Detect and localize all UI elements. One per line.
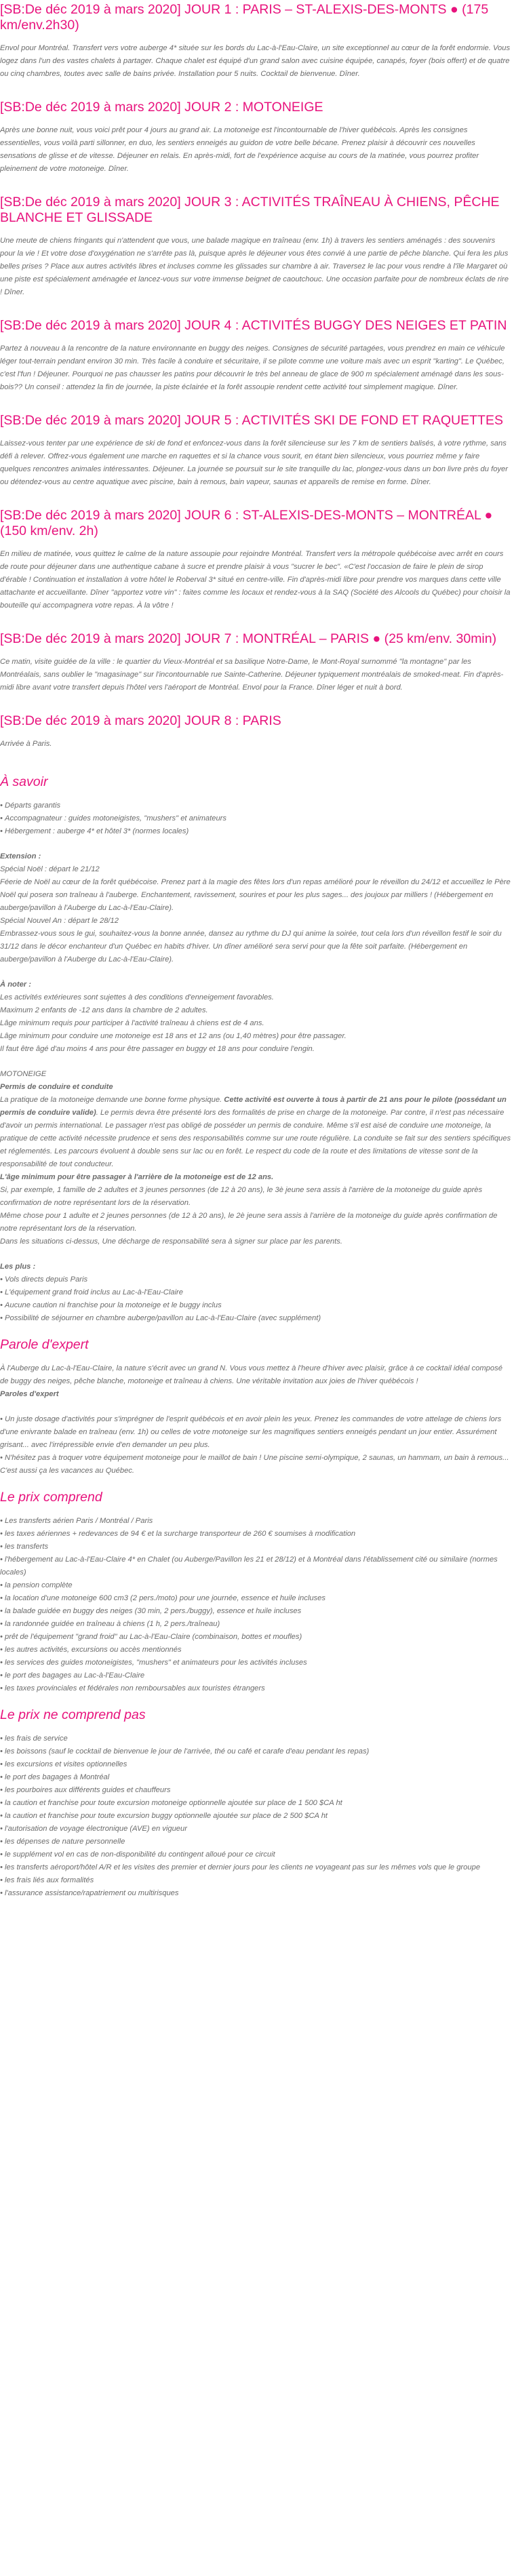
day-section-6: [0, 506, 511, 612]
day-description: Ce matin, visite guidée de la ville : le quartier du Vieux-Montréal et sa basilique Notre-Dame, le Mont-Royal surnommé "la montagne" par les Montréalais, sans oublier le "magasinage" sur l'incontournable rue Sainte-Catherine. Déjeuner typiquement montréalais de smoked-meat. Fin d'après-midi libre avant votre transfert depuis l'hôtel vers l'aéroport de Montréal. Envol pour la France. Dîner léger et nuit à bord.: [0, 658, 504, 692]
note-line: Il faut être âgé d'au moins 4 ans pour être passager en buggy et 18 ans pour conduire l'engin.: [0, 1045, 315, 1053]
day-section-2: [0, 98, 511, 176]
moto-paragraph: [0, 1094, 511, 1171]
note-line: Lâge minimum requis pour participer à l'activité traîneau à chiens est de 4 ans.: [0, 1019, 264, 1027]
moto-line: Même chose pour 1 adulte et 2 jeunes personnes (de 12 à 20 ans), le 2è jeune sera assis à l'arrière de la motoneige du guide après confirmation de notre représentant lors de la réservation.: [0, 1212, 498, 1233]
list-item: • Possibilité de séjourner en chambre auberge/pavillon au Lac-à-l'Eau-Claire (avec supplément): [0, 1312, 511, 1325]
day-title: [SB:De déc 2019 à mars 2020] JOUR 6 : ST-ALEXIS-DES-MONTS – MONTRÉAL ● (150 km/env. 2h): [0, 508, 493, 538]
note-line: Lâge minimum pour conduire une motoneige est 18 ans et 12 ans (ou 1,40 mètres) pour être passager.: [0, 1032, 347, 1040]
list-item: • la location d'une motoneige 600 cm3 (2 pers./moto) pour une journée, essence et huile incluses: [0, 1592, 511, 1605]
list-item: • Départs garantis: [0, 799, 511, 812]
day-title: [SB:De déc 2019 à mars 2020] JOUR 3 : ACTIVITÉS TRAÎNEAU À CHIENS, PÊCHE BLANCHE ET GLISSADE: [0, 195, 500, 225]
list-item: • les taxes aériennes + redevances de 94 € et la surcharge transporteur de 260 € soumises à modification: [0, 1528, 511, 1541]
list-item: • l'assurance assistance/rapatriement ou multirisques: [0, 1887, 511, 1900]
list-item: • le port des bagages à Montréal: [0, 1771, 511, 1784]
list-item: • les services des guides motoneigistes, "mushers" et animateurs pour les activités incluses: [0, 1657, 511, 1669]
list-item: • la balade guidée en buggy des neiges (30 min, 2 pers./buggy), essence et huile incluses: [0, 1605, 511, 1618]
savoir-title: À savoir: [0, 774, 48, 789]
note-line: Les activités extérieures sont sujettes à des conditions d'enneigement favorables.: [0, 993, 274, 1002]
list-item: • le supplément vol en cas de non-disponibilité du contingent alloué pour ce circuit: [0, 1848, 511, 1861]
list-item: • Les transferts aérien Paris / Montréal / Paris: [0, 1515, 511, 1528]
day-description: Partez à nouveau à la rencontre de la nature environnante en buggy des neiges. Consignes de sécurité partagées, vous prendrez en main ce véhicule léger tout-terrain pendant environ 30 min. Très facile à conduire et sécuritaire, il se pilote comme une voiture mais avec un esprit "karting". Le Québec, c'est l'fun ! Déjeuner. Pourquoi ne pas chausser les patins pour découvrir le très bel anneau de glace de 900 m spécialement aménagé dans les sous-bois?? Un conseil : attendez la fin de journée, la piste éclairée et la forêt assoupie rendent cette activité tout simplement magique. Dîner.: [0, 344, 505, 391]
comprend-list: [0, 1515, 511, 1695]
list-item: • la caution et franchise pour toute excursion buggy optionnelle ajoutée sur place de 2 500 $CA ht: [0, 1810, 511, 1823]
ne-comprend-section: [0, 1707, 511, 1900]
moto-line: Si, par exemple, 1 famille de 2 adultes et 3 jeunes personnes (de 12 à 20 ans), le 3è jeune sera assis à l'arrière de la motoneige du guide après confirmation de notre représentant lors de la réservation.: [0, 1186, 483, 1207]
day-description: Après une bonne nuit, vous voici prêt pour 4 jours au grand air. La motoneige est l'incontournable de l'hiver québécois. Après les consignes essentielles, vous voilà parti sillonner, en duo, les sentiers enneigés au guidon de votre belle bécane. Prenez plaisir à découvrir ces nouvelles sensations de glisse et de vitesse. Déjeuner en relais. En après-midi, fort de l'expérience acquise au cours de la matinée, vous pourrez profiter pleinement de votre motoneige. Dîner.: [0, 126, 479, 173]
list-item: • la caution et franchise pour toute excursion motoneige optionnelle ajoutée sur place de 1 500 $CA ht: [0, 1797, 511, 1810]
list-item: • les frais liés aux formalités: [0, 1874, 511, 1887]
list-item: • Hébergement : auberge 4* et hôtel 3* (normes locales): [0, 825, 511, 838]
day-description: Laissez-vous tenter par une expérience de ski de fond et enfoncez-vous dans la forêt silencieuse sur les 7 km de sentiers balisés, à votre rythme, sans défi à relever. Offrez-vous également une marche en raquettes et si la chance vous sourit, en étant bien silencieux, vous pourriez même y faire quelques rencontres animales intéressantes. Déjeuner. La journée se poursuit sur le site tranquille du lac, plongez-vous dans un bon livre près du foyer ou détendez-vous au centre aquatique avec piscine, bain à remous, bain vapeur, saunas et appareils de remise en forme. Dîner.: [0, 439, 508, 486]
expert-section: [0, 1337, 511, 1478]
list-item: • le port des bagages au Lac-à-l'Eau-Claire: [0, 1669, 511, 1682]
list-item: • les autres activités, excursions ou accès mentionnés: [0, 1644, 511, 1657]
list-item: • les excursions et visites optionnelles: [0, 1758, 511, 1771]
list-item: • les transferts aéroport/hôtel A/R et les visites des premier et dernier jours pour les clients ne voyageant pas sur les mêmes vols que le groupe: [0, 1861, 511, 1874]
list-item: • Vols directs depuis Paris: [0, 1273, 511, 1286]
moto-age: L'âge minimum pour être passager à l'arrière de la motoneige est de 12 ans.: [0, 1173, 274, 1181]
moto-text: La pratique de la motoneige demande une bonne forme physique.: [0, 1096, 224, 1104]
day-section-3: [0, 193, 511, 299]
day-title: [SB:De déc 2019 à mars 2020] JOUR 5 : ACTIVITÉS SKI DE FOND ET RAQUETTES: [0, 413, 503, 428]
comprend-section: [0, 1490, 511, 1695]
list-item: • L'équipement grand froid inclus au Lac-à-l'Eau-Claire: [0, 1286, 511, 1299]
extension-line: Spécial Nouvel An : départ le 28/12: [0, 917, 119, 925]
extension-label: Extension :: [0, 852, 41, 860]
moto-line: Dans les situations ci-dessus, Une décharge de responsabilité sera à signer sur place par les parents.: [0, 1237, 342, 1246]
day-section-4: [0, 316, 511, 394]
expert-list: [0, 1413, 511, 1478]
moto-text-bold: Cette activité est ouverte à tous à partir de 21 ans pour le pilote (possédant un permis de conduire valide): [0, 1096, 507, 1117]
list-item: • l'autorisation de voyage électronique (AVE) en vigueur: [0, 1823, 511, 1836]
list-item: • les taxes provinciales et fédérales non remboursables aux touristes étrangers: [0, 1682, 511, 1695]
list-item: • les pourboires aux différents guides et chauffeurs: [0, 1784, 511, 1797]
list-item: • les transferts: [0, 1541, 511, 1553]
day-description: En milieu de matinée, vous quittez le calme de la nature assoupie pour rejoindre Montréal. Transfert vers la métropole québécoise avec arrêt en cours de route pour déjeuner dans une authentique cabane à sucre et prendre plaisir à vous "sucrer le bec". «C'est l'occasion de faire le plein de sirop d'érable ! Continuation et installation à votre hôtel le Roberval 3* situé en centre-ville. Fin d'après-midi libre pour prendre vos marques dans cette ville attachante et accueillante. Dîner "apportez votre vin" : faites comme les locaux et rendez-vous à la SAQ (Société des Alcools du Québec) pour choisir la bouteille qui accompagnera votre repas. À la vôtre !: [0, 550, 511, 610]
day-title: [SB:De déc 2019 à mars 2020] JOUR 4 : ACTIVITÉS BUGGY DES NEIGES ET PATIN: [0, 318, 507, 333]
day-title: [SB:De déc 2019 à mars 2020] JOUR 8 : PARIS: [0, 713, 281, 728]
day-section-7: [0, 629, 511, 694]
moto-text: . Le permis devra être présenté lors des formalités de prise en charge de la motoneige. Par contre, il n'est pas nécessaire d'avoir un permis international. Le passager n'est pas obligé de posséder un permis de conduire. Même s'il est aisé de conduire une motoneige, la pratique de cette activité nécessite prudence et sens des responsabilités comme sur une route régulière. La conduite se fait sur des sentiers spécifiques et réglementés. Les parcours évoluent à double sens sur lac ou en forêt. Le respect du code de la route et des limitations de vitesse sont de la responsabilité de tout conducteur.: [0, 1109, 511, 1168]
list-item: • la randonnée guidée en traîneau à chiens (1 h, 2 pers./traîneau): [0, 1618, 511, 1631]
list-item: • les frais de service: [0, 1732, 511, 1745]
list-item: • Aucune caution ni franchise pour la motoneige et le buggy inclus: [0, 1299, 511, 1312]
extension-line: Spécial Noël : départ le 21/12: [0, 865, 100, 873]
day-section-1: [0, 0, 511, 81]
day-description: Envol pour Montréal. Transfert vers votre auberge 4* située sur les bords du Lac-à-l'Eau-Claire, un site exceptionnel au cœur de la forêt endormie. Vous logez dans l'un des vastes chalets à partager. Chaque chalet est équipé d'un grand salon avec cuisine équipée, canapés, foyer (bois offert) et de quatre ou cinq chambres, toutes avec salle de bains privée. Installation pour 5 nuits. Cocktail de bienvenue. Dîner.: [0, 44, 511, 78]
list-item: • Accompagnateur : guides motoneigistes, "mushers" et animateurs: [0, 812, 511, 825]
ne-comprend-list: [0, 1732, 511, 1900]
extension-line: Embrassez-vous sous le gui, souhaitez-vous la bonne année, dansez au rythme du DJ qui anime la soirée, tout cela lors d'un réveillon festif le soir du 31/12 dans le décor enchanteur d'un Québec en habits d'hiver. Un dîner amélioré sera servi pour que la fête soit parfaite. (Hébergement en auberge/pavillon à l'Auberge du Lac-à-l'Eau-Claire).: [0, 930, 502, 964]
note-line: Maximum 2 enfants de -12 ans dans la chambre de 2 adultes.: [0, 1006, 208, 1014]
extension-line: Féerie de Noël au cœur de la forêt québécoise. Prenez part à la magie des fêtes lors d'un repas amélioré pour le réveillon du 24/12 et accueillez le Père Noël qui posera son traîneau à l'auberge. Enchantement, ravissement, sourires et pour les plus sages... des joujoux par milliers ! (Hébergement en auberge/pavillon à l'Auberge du Lac-à-l'Eau-Claire).: [0, 878, 511, 912]
list-item: • l'hébergement au Lac-à-l'Eau-Claire 4* en Chalet (ou Auberge/Pavillon les 21 et 28/12) et à Montréal dans l'établissement cité ou similaire (normes locales): [0, 1553, 511, 1579]
ne-comprend-title: Le prix ne comprend pas: [0, 1707, 146, 1722]
day-title: [SB:De déc 2019 à mars 2020] JOUR 1 : PARIS – ST-ALEXIS-DES-MONTS ● (175 km/env.2h30): [0, 2, 489, 33]
day-description: Arrivée à Paris.: [0, 740, 52, 748]
moto-label: MOTONEIGE: [0, 1070, 47, 1078]
expert-subtitle: Paroles d'expert: [0, 1390, 59, 1398]
day-section-5: [0, 411, 511, 489]
list-item: • N'hésitez pas à troquer votre équipement motoneige pour le maillot de bain ! Une piscine semi-olympique, 2 saunas, un hammam, un bain à remous... C'est aussi ça les vacances au Québec.: [0, 1452, 511, 1478]
plus-list: [0, 1273, 511, 1325]
plus-label: Les plus :: [0, 1263, 36, 1271]
list-item: • prêt de l'équipement "grand froid" au Lac-à-l'Eau-Claire (combinaison, bottes et moufles): [0, 1631, 511, 1644]
savoir-section: [0, 774, 511, 1325]
day-title: [SB:De déc 2019 à mars 2020] JOUR 2 : MOTONEIGE: [0, 100, 323, 115]
expert-text: À l'Auberge du Lac-à-l'Eau-Claire, la nature s'écrit avec un grand N. Vous vous mettez à l'heure d'hiver avec plaisir, grâce à ce cocktail idéal composé de buggy des neiges, pêche blanche, motoneige et traîneau à chiens. Une véritable invitation aux joies de l'hiver québécois !: [0, 1364, 502, 1385]
list-item: • les boissons (sauf le cocktail de bienvenue le jour de l'arrivée, thé ou café et carafe d'eau pendant les repas): [0, 1745, 511, 1758]
list-item: • Un juste dosage d'activités pour s'imprégner de l'esprit québécois et en avoir plein les yeux. Prenez les commandes de votre attelage de chiens lors d'une enivrante balade en traîneau (env. 1h) ou celles de votre motoneige sur les magnifiques sentiers enneigés pendant un jour entier. Assurément grisant... avec l'irrépressible envie d'en demander un peu plus.: [0, 1413, 511, 1452]
day-section-8: [0, 711, 511, 751]
note-label: À noter :: [0, 980, 31, 989]
day-description: Une meute de chiens fringants qui n'attendent que vous, une balade magique en traîneau (env. 1h) à travers les sentiers aménagés : des souvenirs pour la vie ! Et votre dose d'oxygénation ne s'arrête pas là, puisque après le déjeuner vous êtes convié à une partie de pêche blanche. Qui fera les plus belles prises ? Place aux autres activités libres et incluses comme les glissades sur chambre à air. Traversez le lac pour vous rendre à l'île Margaret où une piste est spécialement aménagée et lancez-vous sur votre immense beignet de caoutchouc. Une occasion parfaite pour de nombreux éclats de rire ! Dîner.: [0, 237, 509, 296]
moto-subtitle: Permis de conduire et conduite: [0, 1083, 113, 1091]
list-item: • les dépenses de nature personnelle: [0, 1836, 511, 1848]
savoir-intro-list: [0, 799, 511, 838]
day-title: [SB:De déc 2019 à mars 2020] JOUR 7 : MONTRÉAL – PARIS ● (25 km/env. 30min): [0, 631, 497, 646]
comprend-title: Le prix comprend: [0, 1490, 102, 1505]
expert-title: Parole d'expert: [0, 1337, 89, 1352]
list-item: • la pension complète: [0, 1579, 511, 1592]
